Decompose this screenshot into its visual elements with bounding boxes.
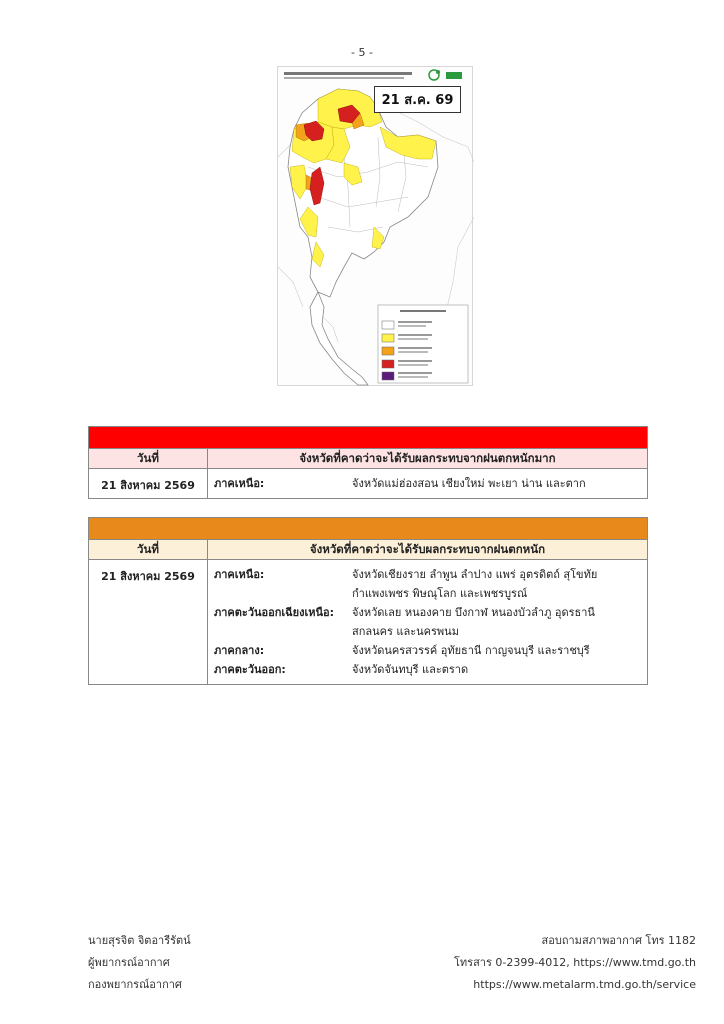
map-subtitle-line — [284, 77, 404, 79]
region-cell — [208, 469, 648, 499]
region-line — [214, 660, 641, 679]
region-line — [214, 622, 641, 641]
provinces-column-header: จังหวัดที่คาดว่าจะได้รับผลกระทบจากฝนตกหนักมาก — [208, 449, 648, 469]
province-list: จังหวัดจันทบุรี และตราด — [352, 663, 469, 676]
thailand-map-graphic — [278, 67, 474, 387]
region-cell — [208, 560, 648, 685]
date-column-header: วันที่ — [89, 449, 208, 469]
map-date-label: 21 ส.ค. 69 — [374, 86, 461, 113]
table-row — [89, 560, 648, 685]
metalarm-link[interactable]: https://www.metalarm.tmd.go.th/service — [473, 978, 696, 991]
footer-contact — [454, 930, 696, 996]
date-column-header: วันที่ — [89, 540, 208, 560]
red-alert-bar — [89, 427, 648, 449]
table-row — [89, 469, 648, 499]
date-cell: 21 สิงหาคม 2569 — [89, 469, 208, 499]
map-legend — [378, 305, 468, 383]
forecaster-name: นายสุรจิต จิตอารีรัตน์ — [88, 934, 191, 947]
region-name: ภาคเหนือ: — [214, 477, 265, 490]
region-line — [214, 474, 641, 493]
southern-peninsula — [310, 292, 368, 385]
province-list: จังหวัดเลย หนองคาย บึงกาฬ หนองบัวลำภู อุดรธานี — [352, 606, 595, 619]
region-name: ภาคตะวันออก: — [214, 663, 286, 676]
region-name: ภาคตะวันออกเฉียงเหนือ: — [214, 606, 335, 619]
orange-alert-bar — [89, 518, 648, 540]
very-heavy-rain-table — [88, 426, 648, 499]
province-list: จังหวัดแม่ฮ่องสอน เชียงใหม่ พะเยา น่าน และตาก — [352, 477, 586, 490]
forecast-division: กองพยากรณ์อากาศ — [88, 978, 182, 991]
region-line — [214, 584, 641, 603]
provinces-column-header: จังหวัดที่คาดว่าจะได้รับผลกระทบจากฝนตกหนัก — [208, 540, 648, 560]
province-list: สกลนคร และนครพนม — [352, 625, 459, 638]
date-cell: 21 สิงหาคม 2569 — [89, 560, 208, 685]
province-list: กำแพงเพชร พิษณุโลก และเพชรบูรณ์ — [352, 587, 528, 600]
forecaster-title: ผู้พยากรณ์อากาศ — [88, 956, 170, 969]
region-line — [214, 641, 641, 660]
hotline-text: สอบถามสภาพอากาศ โทร 1182 — [541, 934, 696, 947]
heavy-rain-table — [88, 517, 648, 685]
region-name: ภาคกลาง: — [214, 644, 265, 657]
tmd-logo — [429, 70, 462, 80]
region-line — [214, 565, 641, 584]
province-list: จังหวัดเชียงราย ลำพูน ลำปาง แพร่ อุตรดิตถ์ สุโขทัย — [352, 568, 598, 581]
region-line — [214, 603, 641, 622]
region-name: ภาคเหนือ: — [214, 568, 265, 581]
rain-forecast-map — [277, 66, 473, 386]
fax-website-text: โทรสาร 0-2399-4012, https://www.tmd.go.th — [454, 956, 696, 969]
footer-signature — [88, 930, 191, 996]
page-number: - 5 - — [351, 46, 373, 59]
map-title-line — [284, 72, 412, 75]
province-list: จังหวัดนครสวรรค์ อุทัยธานี กาญจนบุรี และราชบุรี — [352, 644, 590, 657]
